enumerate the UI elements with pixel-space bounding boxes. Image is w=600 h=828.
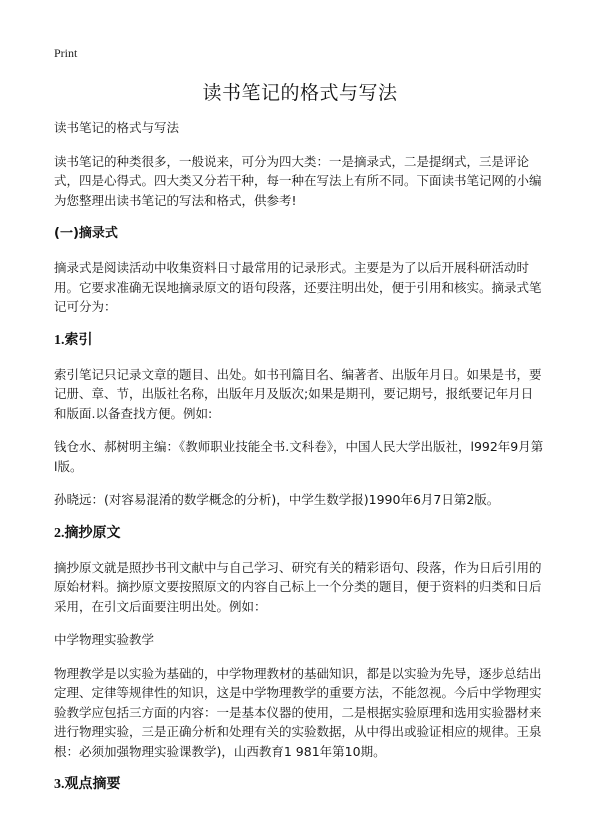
subsection-index-paragraph: 索引笔记只记录文章的题目、出处。如书刊篇目名、编著者、出版年月日。如果是书，要记册、章、节，出版社名称，出版年月及版次;如果是期刊，要记期号，报纸要记年月日和版面.以备查找方便。例如:: [54, 366, 542, 421]
article-title: 读书笔记的格式与写法: [202, 82, 398, 104]
intro-paragraph: 读书笔记的种类很多，一般说来，可分为四大类：一是摘录式，二是提纲式，三是评论式，四是心得式。四大类又分若干种，每一种在写法上有所不同。下面读书笔记网的小编为您整理出读书笔记的写法和格式，供参考!: [54, 153, 542, 208]
section-heading-excerpt: (一)摘录式: [54, 226, 118, 241]
index-example-1: 钱仓水、郝树明主编：《教师职业技能全书.文科卷》，中国人民大学出版社，l992年9月第l版。: [54, 439, 544, 474]
index-example-2: 孙晓远：(对容易混淆的数学概念的分析)，中学生数学报)1990年6月7日第2版。: [54, 492, 500, 507]
subsection-heading-viewpoint-summary: 3.观点摘要: [54, 777, 121, 792]
article-subtitle: 读书笔记的格式与写法: [54, 120, 180, 135]
copy-example-paragraph: 物理教学是以实验为基础的，中学物理教材的基础知识，都是以实验为先导，逐步总结出定理、定律等规律性的知识，这是中学物理教学的重要方法，不能忽视。今后中学物理实验教学应包括三方面的内容：一是基本仪器的使用，二是根据实验原理和选用实验器材来进行物理实验，三是正确分析和处理有关的实验数据，从中得出或验证相应的规律。王泉根：必须加强物理实验课教学)，山西教育1 981年第10期。: [54, 665, 542, 759]
article-body: [54, 118, 544, 809]
print-link[interactable]: Print: [54, 46, 78, 60]
subsection-copy-paragraph: 摘抄原文就是照抄书刊文献中与自己学习、研究有关的精彩语句、段落，作为日后引用的原始材料。摘抄原文要按照原文的内容自己标上一个分类的题目，便于资料的归类和日后采用，在引文后面要注明出处。例如：: [54, 559, 542, 614]
section-excerpt-paragraph: 摘录式是阅读活动中收集资料日寸最常用的记录形式。主要是为了以后开展科研活动时用。它要求准确无误地摘录原文的语句段落，还要注明出处，便于引用和核实。摘录式笔记可分为：: [54, 260, 542, 314]
copy-example-title: 中学物理实验教学: [54, 632, 155, 647]
subsection-heading-index: 1.索引: [54, 332, 93, 348]
subsection-heading-copy-original: 2.摘抄原文: [54, 525, 121, 541]
